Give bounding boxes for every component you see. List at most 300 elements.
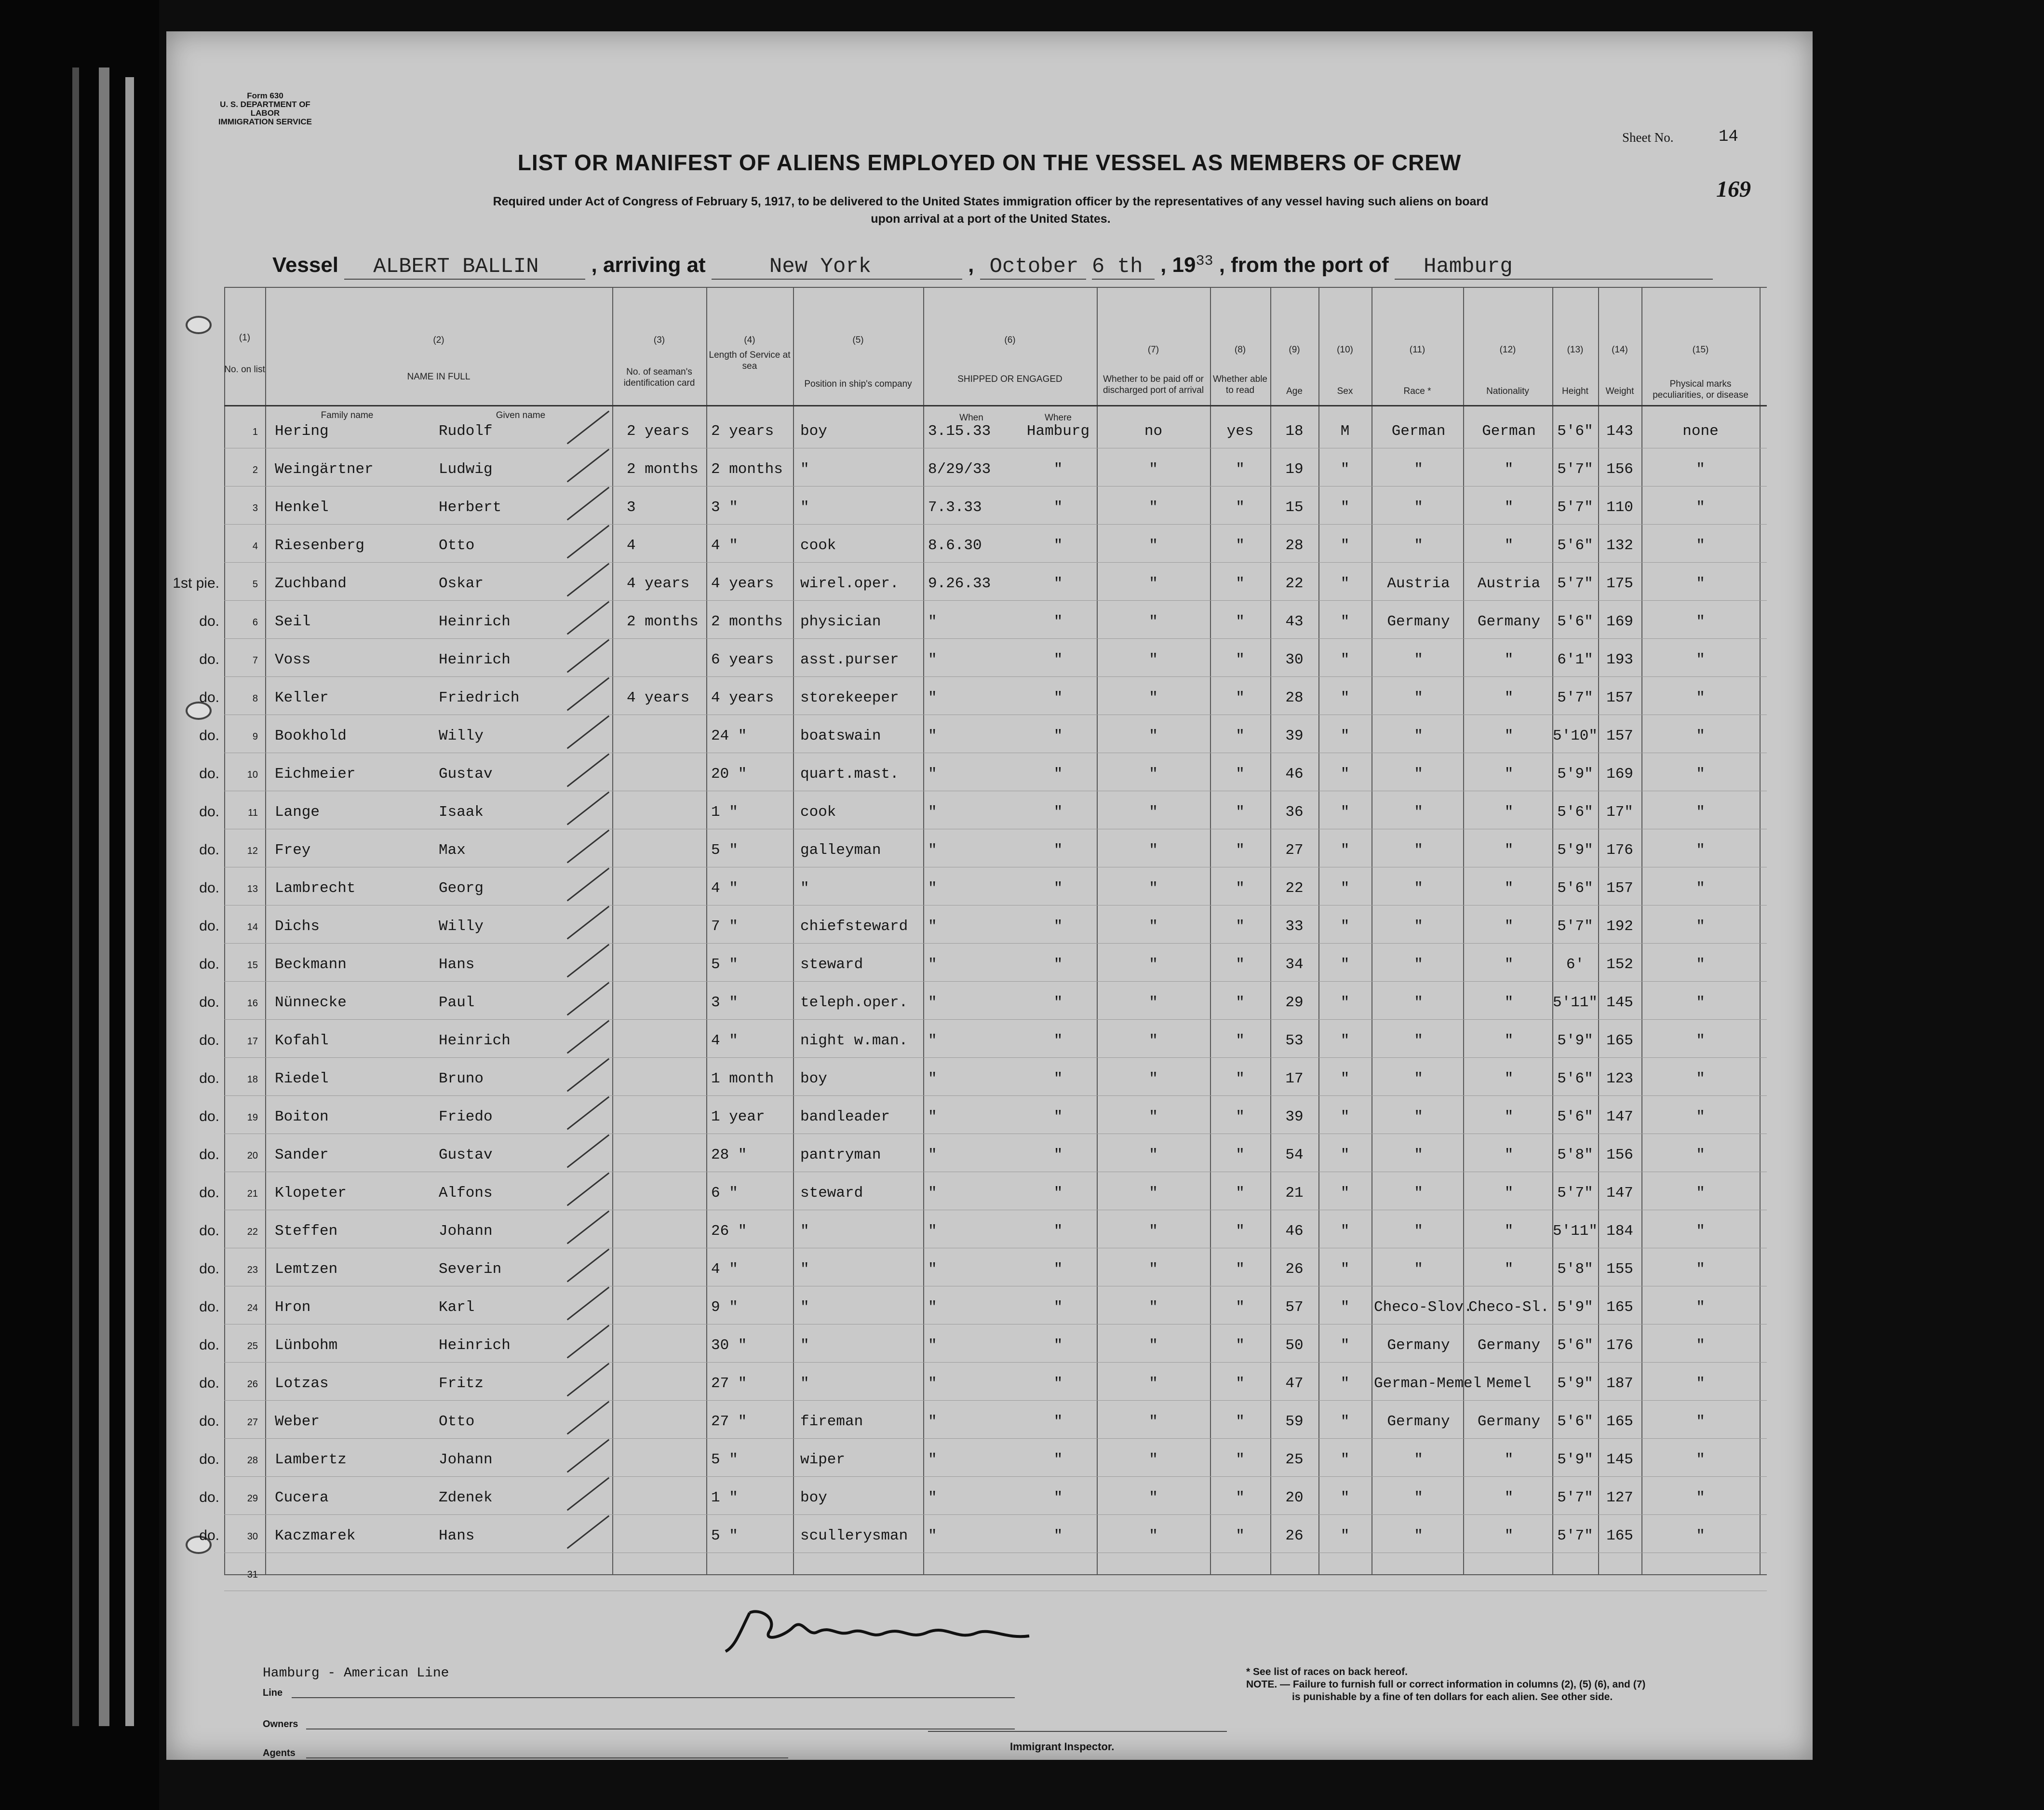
cell-nat: " <box>1504 1261 1514 1278</box>
cell-no: 29 <box>247 1493 258 1504</box>
cell-read: " <box>1236 613 1245 630</box>
cell-nat: " <box>1504 994 1514 1011</box>
table-row <box>199 1098 1767 1136</box>
cell-position: steward <box>800 956 863 973</box>
cell-when: " <box>928 1527 937 1544</box>
cell-height: 5'7" <box>1557 918 1593 935</box>
cell-service: 5 " <box>711 842 738 859</box>
cell-when: " <box>928 728 937 744</box>
cell-age: 22 <box>1285 880 1304 897</box>
cell-paid: " <box>1149 1337 1158 1354</box>
header-given: Given name <box>496 410 546 420</box>
cell-service: 5 " <box>711 956 738 973</box>
cell-where: " <box>1053 1527 1063 1544</box>
cell-read: " <box>1236 918 1245 935</box>
cell-when: " <box>928 613 937 630</box>
cell-paid: " <box>1149 461 1158 478</box>
cell-paid: " <box>1149 880 1158 897</box>
cell-position: bandleader <box>800 1108 890 1125</box>
cell-weight: 169 <box>1606 613 1633 630</box>
cell-given: Fritz <box>439 1375 484 1392</box>
cell-position: " <box>800 499 809 516</box>
column-number: (9) <box>1289 345 1300 355</box>
header-height: Height <box>1562 386 1588 396</box>
cell-when: " <box>928 1299 937 1316</box>
cell-position: boy <box>800 423 827 440</box>
cell-paid: " <box>1149 689 1158 706</box>
cell-paid: " <box>1149 1108 1158 1125</box>
cell-marks: " <box>1696 575 1705 592</box>
footnote <box>1246 1666 1776 1703</box>
cell-marks: " <box>1696 1527 1705 1544</box>
cell-given: Hans <box>439 956 475 973</box>
cell-service: 2 years <box>711 423 774 440</box>
cell-age: 20 <box>1285 1489 1304 1506</box>
cell-height: 5'6" <box>1557 880 1593 897</box>
cell-height: 5'9" <box>1557 1032 1593 1049</box>
cell-height: 5'6" <box>1557 1337 1593 1354</box>
cell-paid: " <box>1149 1413 1158 1430</box>
table-row <box>199 1441 1767 1479</box>
cell-no: 17 <box>247 1036 258 1047</box>
cell-where: " <box>1053 1489 1063 1506</box>
cell-when: " <box>928 1070 937 1087</box>
cell-weight: 184 <box>1606 1223 1633 1240</box>
cell-weight: 155 <box>1606 1261 1633 1278</box>
cell-nat: German <box>1482 423 1536 440</box>
cell-where: " <box>1053 842 1063 859</box>
cell-service: 3 " <box>711 499 738 516</box>
cell-weight: 156 <box>1606 1147 1633 1163</box>
cell-weight: 145 <box>1606 994 1633 1011</box>
cell-weight: 17" <box>1606 804 1633 821</box>
cell-family: Weber <box>275 1413 320 1430</box>
cell-where: " <box>1053 1108 1063 1125</box>
cell-marks: " <box>1696 689 1705 706</box>
cell-where: " <box>1053 804 1063 821</box>
cell-marks: " <box>1696 918 1705 935</box>
cell-read: " <box>1236 956 1245 973</box>
cell-read: " <box>1236 1070 1245 1087</box>
cell-race: Germany <box>1387 1337 1450 1354</box>
cell-sex: " <box>1340 1223 1350 1240</box>
cell-marks: " <box>1696 880 1705 897</box>
cell-service: 2 months <box>711 613 783 630</box>
cell-race: " <box>1414 804 1423 821</box>
cell-no: 12 <box>247 846 258 856</box>
table-row <box>199 755 1767 794</box>
header-race: Race * <box>1403 386 1431 396</box>
cell-card: 4 <box>627 537 636 554</box>
cell-nat: " <box>1504 842 1514 859</box>
cell-position: storekeeper <box>800 689 899 706</box>
cell-age: 39 <box>1285 728 1304 744</box>
cell-read: " <box>1236 880 1245 897</box>
table-row <box>199 869 1767 908</box>
cell-weight: 165 <box>1606 1413 1633 1430</box>
cell-where: " <box>1053 499 1063 516</box>
cell-where: " <box>1053 651 1063 668</box>
cell-nat: Memel <box>1486 1375 1532 1392</box>
cell-read: " <box>1236 804 1245 821</box>
cell-given: Johann <box>439 1451 493 1468</box>
cell-service: 9 " <box>711 1299 738 1316</box>
cell-nat: " <box>1504 499 1514 516</box>
cell-position: fireman <box>800 1413 863 1430</box>
cell-no: 5 <box>252 579 258 590</box>
cell-nat: " <box>1504 956 1514 973</box>
table-row <box>199 1136 1767 1175</box>
cell-position: wirel.oper. <box>800 575 899 592</box>
cell-age: 29 <box>1285 994 1304 1011</box>
cell-when: " <box>928 1413 937 1430</box>
cell-where: " <box>1053 1070 1063 1087</box>
cell-service: 3 " <box>711 994 738 1011</box>
header-name: NAME IN FULL <box>407 372 471 382</box>
cell-card: 2 months <box>627 613 699 630</box>
cell-family: Klopeter <box>275 1185 347 1202</box>
cell-when: " <box>928 1108 937 1125</box>
cell-nat: " <box>1504 1185 1514 1202</box>
arriving-port: New York <box>712 255 962 280</box>
cell-age: 46 <box>1285 766 1304 783</box>
cell-marks: " <box>1696 728 1705 744</box>
cell-pre: do. <box>199 804 219 820</box>
agents-label: Agents <box>263 1748 296 1758</box>
cell-race: " <box>1414 1489 1423 1506</box>
cell-pre: do. <box>199 613 219 629</box>
cell-service: 27 " <box>711 1413 747 1430</box>
cell-paid: " <box>1149 613 1158 630</box>
cell-when: " <box>928 918 937 935</box>
cell-race: " <box>1414 1147 1423 1163</box>
cell-age: 33 <box>1285 918 1304 935</box>
cell-height: 5'9" <box>1557 1451 1593 1468</box>
cell-family: Weingärtner <box>275 461 374 478</box>
cell-given: Heinrich <box>439 613 511 630</box>
cell-sex: " <box>1340 1527 1350 1544</box>
cell-race: " <box>1414 1451 1423 1468</box>
cell-age: 26 <box>1285 1527 1304 1544</box>
cell-when: " <box>928 651 937 668</box>
header-when: When <box>959 413 983 423</box>
cell-race: " <box>1414 537 1423 554</box>
arrival-year: 33 <box>1196 253 1213 270</box>
column-number: (13) <box>1567 345 1584 355</box>
cell-weight: 193 <box>1606 651 1633 668</box>
cell-height: 5'9" <box>1557 1375 1593 1392</box>
cell-position: " <box>800 1299 809 1316</box>
cell-read: " <box>1236 1527 1245 1544</box>
cell-height: 5'6" <box>1557 1070 1593 1087</box>
cell-height: 5'9" <box>1557 766 1593 783</box>
cell-age: 19 <box>1285 461 1304 478</box>
cell-paid: " <box>1149 956 1158 973</box>
cell-age: 28 <box>1285 537 1304 554</box>
cell-no: 9 <box>252 731 258 742</box>
cell-service: 1 month <box>711 1070 774 1087</box>
column-number: (4) <box>744 335 755 345</box>
cell-pre: 1st pie. <box>173 575 219 591</box>
cell-family: Nünnecke <box>275 994 347 1011</box>
cell-family: Hron <box>275 1299 311 1316</box>
cell-race: " <box>1414 461 1423 478</box>
column-number: (11) <box>1409 345 1425 355</box>
cell-read: " <box>1236 1451 1245 1468</box>
form-department: U. S. DEPARTMENT OF LABOR <box>220 100 310 118</box>
header-position: Position in ship's company <box>804 379 912 389</box>
cell-read: " <box>1236 1489 1245 1506</box>
cell-age: 28 <box>1285 689 1304 706</box>
cell-marks: " <box>1696 1299 1705 1316</box>
cell-sex: M <box>1340 423 1350 440</box>
header-service: Length of Service at sea <box>709 350 791 371</box>
cell-weight: 165 <box>1606 1032 1633 1049</box>
cell-marks: " <box>1696 994 1705 1011</box>
cell-when: " <box>928 994 937 1011</box>
cell-position: pantryman <box>800 1147 881 1163</box>
inspector-label: Immigrant Inspector. <box>1010 1741 1115 1753</box>
cell-nat: " <box>1504 918 1514 935</box>
cell-weight: 176 <box>1606 1337 1633 1354</box>
cell-given: Bruno <box>439 1070 484 1087</box>
cell-family: Lambertz <box>275 1451 347 1468</box>
cell-where: " <box>1053 880 1063 897</box>
cell-no: 3 <box>252 503 258 513</box>
cell-given: Zdenek <box>439 1489 493 1506</box>
cell-pre: do. <box>199 1032 219 1048</box>
header-shipped: SHIPPED OR ENGAGED <box>957 374 1062 384</box>
cell-race: " <box>1414 1185 1423 1202</box>
cell-no: 19 <box>247 1112 258 1123</box>
cell-weight: 132 <box>1606 537 1633 554</box>
cell-given: Willy <box>439 728 484 744</box>
arrival-day: 6 th <box>1092 255 1155 280</box>
cell-given: Karl <box>439 1299 475 1316</box>
column-number: (1) <box>239 333 251 343</box>
cell-marks: " <box>1696 1261 1705 1278</box>
cell-where: " <box>1053 1147 1063 1163</box>
cell-paid: " <box>1149 842 1158 859</box>
cell-no: 28 <box>247 1455 258 1466</box>
cell-age: 46 <box>1285 1223 1304 1240</box>
cell-marks: " <box>1696 956 1705 973</box>
cell-service: 4 years <box>711 689 774 706</box>
table-row <box>224 1555 1767 1594</box>
cell-family: Riedel <box>275 1070 329 1087</box>
cell-position: " <box>800 1261 809 1278</box>
cell-family: Boiton <box>275 1108 329 1125</box>
cell-sex: " <box>1340 956 1350 973</box>
cell-paid: " <box>1149 1299 1158 1316</box>
cell-pre: do. <box>199 1451 219 1467</box>
cell-nat: " <box>1504 1489 1514 1506</box>
cell-service: 4 " <box>711 880 738 897</box>
cell-position: " <box>800 1375 809 1392</box>
arriving-label: , arriving at <box>591 253 706 277</box>
cell-paid: " <box>1149 728 1158 744</box>
table-row <box>199 831 1767 870</box>
cell-given: Alfons <box>439 1185 493 1202</box>
cell-no: 11 <box>248 808 258 818</box>
cell-sex: " <box>1340 1413 1350 1430</box>
cell-sex: " <box>1340 1489 1350 1506</box>
cell-paid: " <box>1149 1185 1158 1202</box>
vessel-line: Vessel ALBERT BALLIN , arriving at New York , October 6 th , $19^{33}$ , from the port of Hamburg <box>272 253 1713 280</box>
cell-family: Zuchband <box>275 575 347 592</box>
cell-when: 8/29/33 <box>928 461 991 478</box>
document-subtitle <box>359 193 1622 228</box>
cell-height: 5'6" <box>1557 537 1593 554</box>
page-edge <box>99 68 109 1726</box>
cell-family: Kaczmarek <box>275 1527 356 1544</box>
cell-race: " <box>1414 880 1423 897</box>
cell-sex: " <box>1340 1299 1350 1316</box>
cell-position: steward <box>800 1185 863 1202</box>
cell-race: " <box>1414 1223 1423 1240</box>
cell-age: 15 <box>1285 499 1304 516</box>
cell-service: 2 months <box>711 461 783 478</box>
cell-marks: " <box>1696 1185 1705 1202</box>
cell-when: " <box>928 1185 937 1202</box>
header-where: Where <box>1045 413 1072 423</box>
cell-family: Lambrecht <box>275 880 356 897</box>
cell-when: " <box>928 1032 937 1049</box>
cell-sex: " <box>1340 613 1350 630</box>
cell-no: 13 <box>247 884 258 894</box>
cell-nat: Austria <box>1477 575 1541 592</box>
cell-read: " <box>1236 766 1245 783</box>
cell-age: 25 <box>1285 1451 1304 1468</box>
cell-given: Max <box>439 842 466 859</box>
cell-no: 2 <box>252 465 258 475</box>
cell-when: 9.26.33 <box>928 575 991 592</box>
cell-marks: " <box>1696 1413 1705 1430</box>
cell-age: 39 <box>1285 1108 1304 1125</box>
cell-given: Isaak <box>439 804 484 821</box>
cell-age: 59 <box>1285 1413 1304 1430</box>
cell-given: Heinrich <box>439 651 511 668</box>
cell-pre: do. <box>199 918 219 934</box>
table-row <box>199 1212 1767 1251</box>
cell-family: Lemtzen <box>275 1261 338 1278</box>
table-row <box>199 641 1767 679</box>
cell-read: " <box>1236 728 1245 744</box>
cell-no: 14 <box>247 922 258 932</box>
column-number: (2) <box>433 335 444 345</box>
cell-age: 18 <box>1285 423 1304 440</box>
cell-nat: Germany <box>1477 1413 1541 1430</box>
vessel-label: Vessel <box>272 253 339 277</box>
cell-nat: " <box>1504 1451 1514 1468</box>
cell-service: 1 " <box>711 1489 738 1506</box>
cell-read: " <box>1236 1223 1245 1240</box>
cell-marks: " <box>1696 1032 1705 1049</box>
cell-read: yes <box>1226 423 1254 440</box>
cell-service: 1 " <box>711 804 738 821</box>
cell-pre: do. <box>199 1070 219 1086</box>
cell-age: 53 <box>1285 1032 1304 1049</box>
cell-read: " <box>1236 1337 1245 1354</box>
cell-family: Dichs <box>275 918 320 935</box>
header-age: Age <box>1286 386 1303 396</box>
cell-sex: " <box>1340 1070 1350 1087</box>
cell-family: Frey <box>275 842 311 859</box>
cell-where: " <box>1053 1451 1063 1468</box>
cell-marks: " <box>1696 613 1705 630</box>
cell-position: boy <box>800 1070 827 1087</box>
cell-position: wiper <box>800 1451 846 1468</box>
cell-family: Lotzas <box>275 1375 329 1392</box>
cell-where: " <box>1053 1185 1063 1202</box>
cell-given: Hans <box>439 1527 475 1544</box>
cell-sex: " <box>1340 804 1350 821</box>
cell-race: German-Memel <box>1374 1375 1482 1392</box>
table-row <box>199 1326 1767 1365</box>
cell-marks: " <box>1696 804 1705 821</box>
cell-given: Willy <box>439 918 484 935</box>
cell-where: " <box>1053 613 1063 630</box>
cell-height: 5'11" <box>1552 1223 1598 1240</box>
cell-paid: " <box>1149 1489 1158 1506</box>
cell-service: 4 " <box>711 1261 738 1278</box>
cell-pre: do. <box>199 842 219 858</box>
cell-nat: Germany <box>1477 613 1541 630</box>
cell-when: " <box>928 956 937 973</box>
cell-read: " <box>1236 499 1245 516</box>
cell-given: Rudolf <box>439 423 493 440</box>
cell-age: 21 <box>1285 1185 1304 1202</box>
table-row <box>224 412 1767 451</box>
cell-paid: " <box>1149 1375 1158 1392</box>
cell-sex: " <box>1340 728 1350 744</box>
arrival-month: October <box>980 255 1086 280</box>
cell-height: 5'6" <box>1557 1413 1593 1430</box>
cell-height: 5'7" <box>1557 499 1593 516</box>
cell-service: 27 " <box>711 1375 747 1392</box>
cell-position: boatswain <box>800 728 881 744</box>
cell-when: " <box>928 880 937 897</box>
cell-position: chiefsteward <box>800 918 908 935</box>
cell-family: Henkel <box>275 499 329 516</box>
cell-weight: 176 <box>1606 842 1633 859</box>
cell-height: 5'7" <box>1557 689 1593 706</box>
header-able-to-read: Whether able to read <box>1212 374 1267 395</box>
cell-pre: do. <box>199 689 219 705</box>
cell-no: 8 <box>252 693 258 704</box>
cell-service: 7 " <box>711 918 738 935</box>
cell-pre: do. <box>199 1337 219 1353</box>
cell-pre: do. <box>199 1108 219 1124</box>
form-identifier <box>212 92 318 126</box>
cell-position: scullerysman <box>800 1527 908 1544</box>
cell-marks: " <box>1696 651 1705 668</box>
cell-paid: " <box>1149 1261 1158 1278</box>
year-prefix: , 19 <box>1160 253 1196 277</box>
cell-position: cook <box>800 804 836 821</box>
cell-no: 24 <box>247 1303 258 1313</box>
cell-given: Otto <box>439 537 475 554</box>
cell-race: " <box>1414 1261 1423 1278</box>
cell-family: Hering <box>275 423 329 440</box>
cell-race: " <box>1414 1070 1423 1087</box>
cell-no: 1 <box>252 427 258 437</box>
cell-height: 5'7" <box>1557 1489 1593 1506</box>
cell-when: 8.6.30 <box>928 537 982 554</box>
from-label: , from the port of <box>1219 253 1389 277</box>
cell-read: " <box>1236 1375 1245 1392</box>
cell-given: Friedrich <box>439 689 520 706</box>
